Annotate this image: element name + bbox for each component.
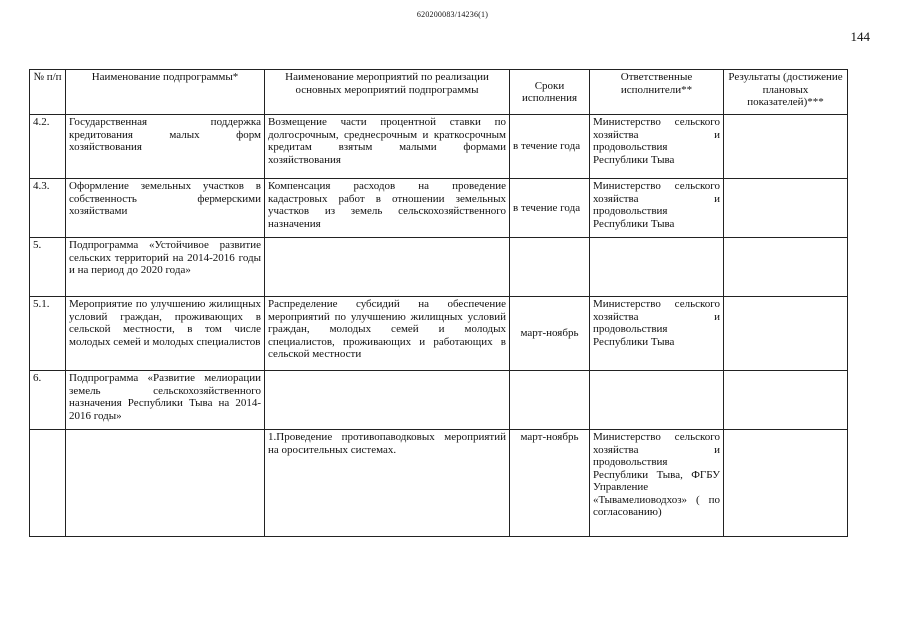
cell-executor: Министерство сельского хозяйства и продовольствия Республики Тыва — [590, 179, 724, 238]
cell-number: 4.3. — [30, 179, 66, 238]
column-header-subprogram: Наименование подпрограммы* — [66, 70, 265, 115]
cell-activity — [265, 371, 510, 430]
cell-activity: Компенсация расходов на проведение кадастровых работ в отношении земельных участков из земель сельскохозяйственного назначения — [265, 179, 510, 238]
page-number: 144 — [850, 29, 870, 44]
table-row — [30, 430, 848, 537]
cell-executor — [590, 238, 724, 297]
cell-activity: Возмещение части процентной ставки по долгосрочным, среднесрочным и краткосрочным кредитам взятым малыми формами хозяйствования — [265, 115, 510, 179]
plan-table — [29, 69, 848, 537]
table-row — [30, 371, 848, 430]
cell-term: в течение года — [510, 115, 590, 179]
cell-executor: Министерство сельского хозяйства и продовольствия Республики Тыва, ФГБУ Управление «Тывамелиоводхоз» ( по согласованию) — [590, 430, 724, 537]
cell-subprogram — [66, 430, 265, 537]
cell-result — [724, 371, 848, 430]
cell-subprogram: Оформление земельных участков в собственность фермерскими хозяйствами — [66, 179, 265, 238]
cell-executor: Министерство сельского хозяйства и продовольствия Республики Тыва — [590, 297, 724, 371]
cell-result — [724, 297, 848, 371]
table-row — [30, 297, 848, 371]
cell-subprogram: Мероприятие по улучшению жилищных условий граждан, проживающих в сельской местности, в том числе молодых семей и молодых специалистов — [66, 297, 265, 371]
cell-number: 4.2. — [30, 115, 66, 179]
cell-subprogram: Подпрограмма «Устойчивое развитие сельских территорий на 2014-2016 годы и на период до 2020 года» — [66, 238, 265, 297]
cell-subprogram: Государственная поддержка кредитования малых форм хозяйствования — [66, 115, 265, 179]
cell-number: 5.1. — [30, 297, 66, 371]
cell-term: март-ноябрь — [510, 430, 590, 537]
cell-result — [724, 179, 848, 238]
document-code: 620200083/14236(1) — [416, 10, 489, 19]
cell-term — [510, 238, 590, 297]
cell-number: 5. — [30, 238, 66, 297]
cell-activity: 1.Проведение противопаводковых мероприятий на оросительных системах. — [265, 430, 510, 537]
cell-subprogram: Подпрограмма «Развитие мелиорации земель сельскохозяйственного назначения Республики Тыва на 2014-2016 годы» — [66, 371, 265, 430]
cell-number — [30, 430, 66, 537]
cell-activity — [265, 238, 510, 297]
column-header-term: Сроки исполнения — [510, 70, 590, 115]
cell-number: 6. — [30, 371, 66, 430]
column-header-executor: Ответственные исполнители** — [590, 70, 724, 115]
column-header-result: Результаты (достижение плановых показателей)*** — [724, 70, 848, 115]
table-header-row — [30, 70, 848, 115]
table-row — [30, 179, 848, 238]
cell-result — [724, 430, 848, 537]
cell-executor: Министерство сельского хозяйства и продовольствия Республики Тыва — [590, 115, 724, 179]
cell-term: в течение года — [510, 179, 590, 238]
table-row — [30, 115, 848, 179]
column-header-activity: Наименование мероприятий по реализации основных мероприятий подпрограммы — [265, 70, 510, 115]
cell-term: март-ноябрь — [510, 297, 590, 371]
cell-term — [510, 371, 590, 430]
column-header-number: № п/п — [30, 70, 66, 115]
cell-executor — [590, 371, 724, 430]
cell-result — [724, 115, 848, 179]
cell-activity: Распределение субсидий на обеспечение мероприятий по улучшению жилищных условий граждан, молодых семей и молодых специалистов, проживающих и работающих в сельской местности — [265, 297, 510, 371]
cell-result — [724, 238, 848, 297]
table-row — [30, 238, 848, 297]
